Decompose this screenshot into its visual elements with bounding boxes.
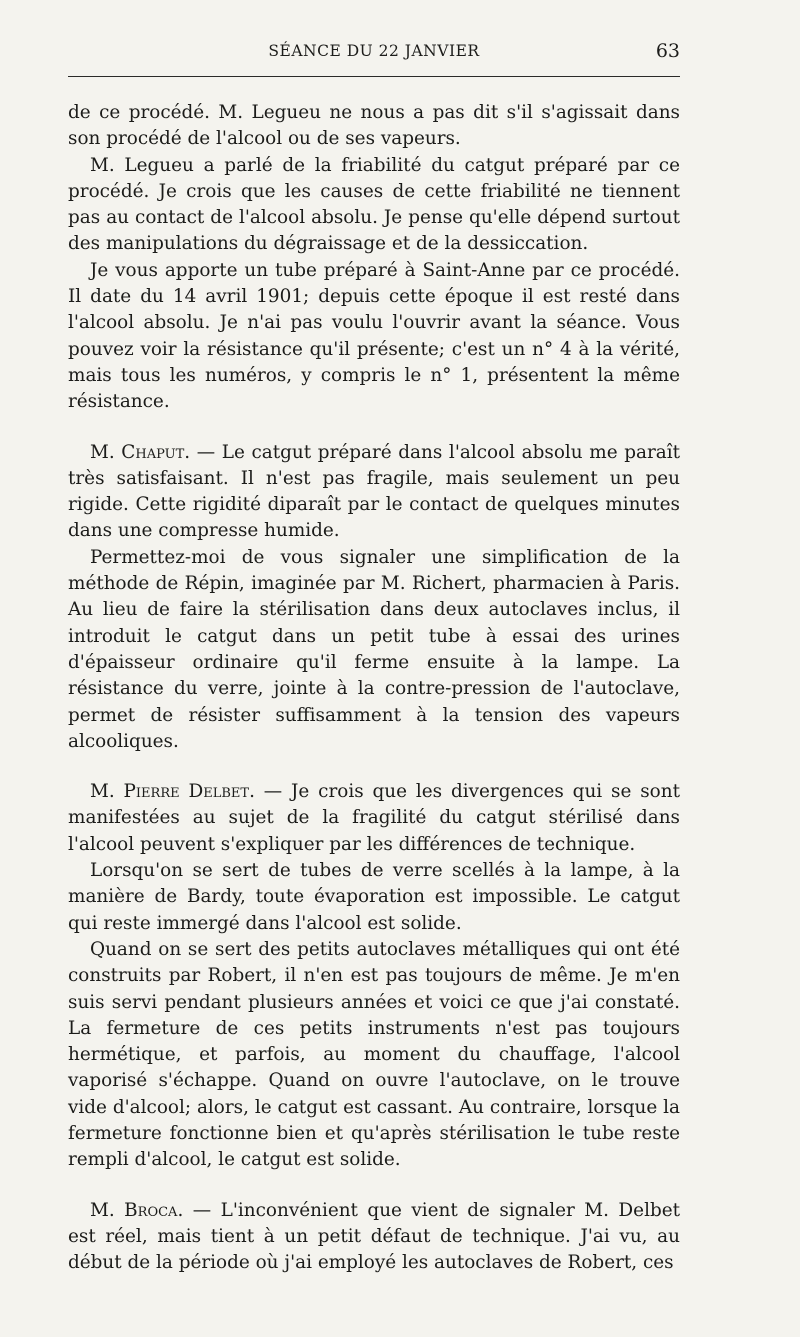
speaker-name: M. Pierre Delbet. xyxy=(90,781,255,803)
paragraph: M. Broca. — L'inconvénient que vient de signaler M. Delbet est réel, mais tient à un petit défaut de technique. J'ai vu, au début de la période où j'ai employé les autoclaves de Robert, ces xyxy=(68,1199,680,1274)
header-rule xyxy=(68,76,680,77)
paragraph: Quand on se sert des petits autoclaves métalliques qui ont été construits par Robert, il n'en est pas toujours de même. Je m'en suis servi pendant plusieurs années et voici ce que j'ai constaté. La fermeture de ces petits instruments n'est pas toujours hermétique, et parfois, au moment du chauffage, l'alcool vaporisé s'échappe. Quand on ouvre l'autoclave, on le trouve vide d'alcool; alors, le catgut est cassant. Au contraire, lorsque la fermeture fonctionne bien et qu'après stérilisation le tube reste rempli d'alcool, le catgut est solide. xyxy=(68,938,680,1171)
paragraph: Permettez-moi de vous signaler une simplification de la méthode de Répin, imaginée par M. Richert, pharmacien à Paris. Au lieu de faire la stérilisation dans deux autoclaves inclus, il introduit le catgut dans un petit tube à essai des urines d'épaisseur ordinaire qu'il ferme ensuite à la lampe. La résistance du verre, jointe à la contre-pression de l'autoclave, permet de résister suffisamment à la tension des vapeurs alcooliques. xyxy=(68,546,680,752)
paragraph: M. Chaput. — Le catgut préparé dans l'alcool absolu me paraît très satisfaisant. Il n'est pas fragile, mais seulement un peu rigide. Cette rigidité diparaît par le contact de quelques minutes dans une compresse humide. xyxy=(68,441,681,542)
page-header xyxy=(68,42,680,72)
page-number: 63 xyxy=(655,40,680,62)
paragraph: Lorsqu'on se sert de tubes de verre scellés à la lampe, à la manière de Bardy, toute évaporation est impossible. Le catgut qui reste immergé dans l'alcool est solide. xyxy=(68,860,680,934)
paragraph: M. Legueu a parlé de la friabilité du catgut préparé par ce procédé. Je crois que les causes de cette friabilité ne tiennent pas au contact de l'alcool absolu. Je pense qu'elle dépend surtout des manipulations du dégraissage et de la dessiccation. xyxy=(68,154,680,255)
paragraph: M. Pierre Delbet. — Je crois que les divergences qui se sont manifestées au sujet de la fragilité du catgut stérilisé dans l'alcool peuvent s'expliquer par les différences de technique. xyxy=(68,781,680,855)
paragraph: de ce procédé. M. Legueu ne nous a pas dit s'il s'agissait dans son procédé de l'alcool ou de ses vapeurs. xyxy=(68,102,680,150)
running-head: SÉANCE DU 22 JANVIER xyxy=(268,42,480,60)
body-text xyxy=(68,100,680,1276)
speaker-name: M. Chaput. xyxy=(90,441,191,463)
speaker-name: M. Broca. xyxy=(90,1199,184,1221)
paragraph: Je vous apporte un tube préparé à Saint-Anne par ce procédé. Il date du 14 avril 1901; depuis cette époque il est resté dans l'alcool absolu. Je n'ai pas voulu l'ouvrir avant la séance. Vous pouvez voir la résistance qu'il présente; c'est un n° 4 à la vérité, mais tous les numéros, y compris le n° 1, présentent la même résistance. xyxy=(68,259,680,413)
